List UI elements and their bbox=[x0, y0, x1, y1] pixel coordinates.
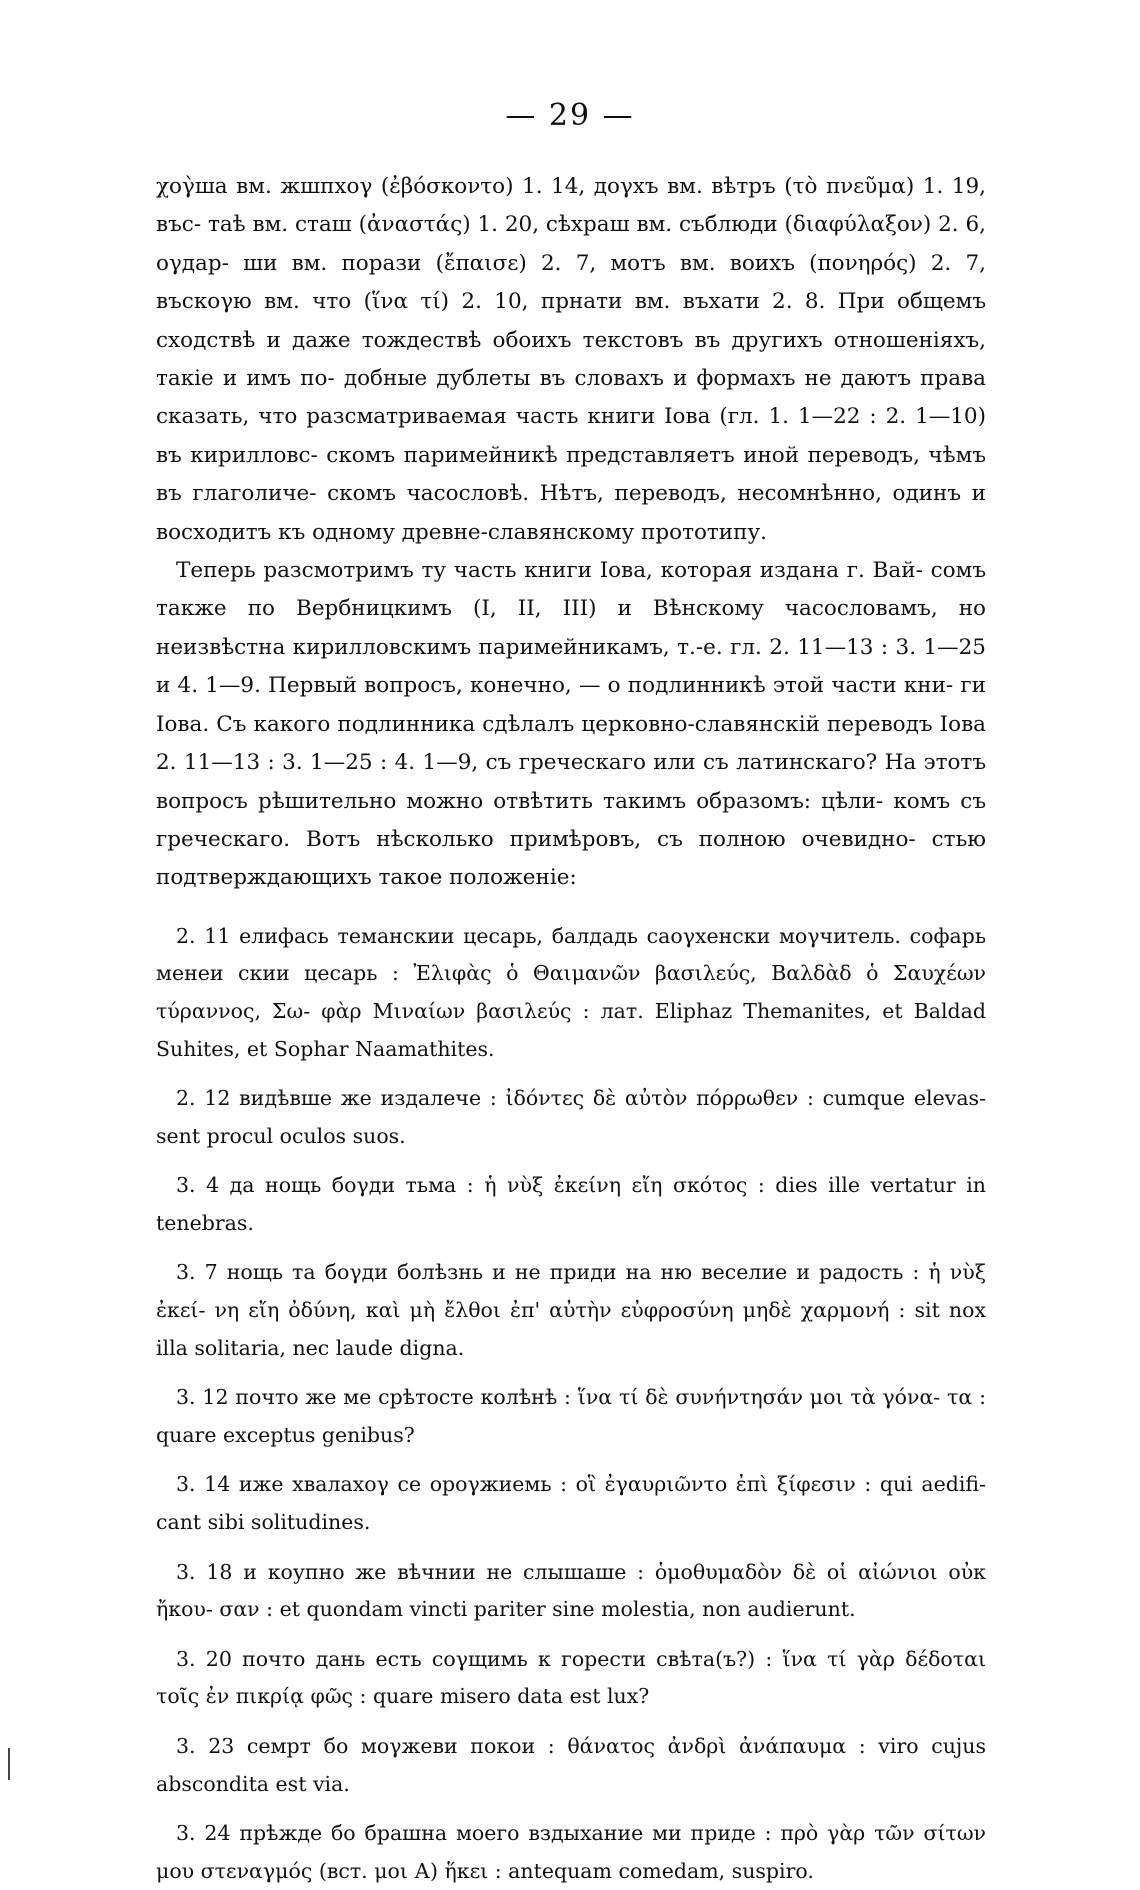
example-3-18: 3. 18 и коупно же вѣчнии не слышаше : ὁμοθυμαδὸν δὲ οἱ αἰώνιοι οὐκ ἤκου- σαν : et quondam vincti pariter sine molestia, non audierunt. bbox=[156, 1559, 986, 1622]
example-3-14: 3. 14 иже хвалахоγ се ороγжиемь : οἳ ἐγαυριῶντο ἐπὶ ξίφεσιν : qui aedifi- cant sibi solitudines. bbox=[156, 1472, 986, 1535]
paragraph-2: Теперь разсмотримъ ту часть книги Іова, которая издана г. Вай- сомъ также по Вербницкимъ (I, II, III) и Вѣнскому часословамъ, но неизвѣстна кирилловскимъ паримейникамъ, т.-е. гл. 2. 11—13 : 3. 1—25 и 4. 1—9. Первый вопросъ, конечно, — о подлинникѣ этой части кни- ги Іова. Съ какого подлинника сдѣлалъ церковно-славянскій переводъ Іова 2. 11—13 : 3. 1—25 : 4. 1—9, съ греческаго или съ латинскаго? На этотъ вопросъ рѣшительно можно отвѣтить такимъ образомъ: цѣли- комъ съ греческаго. Вотъ нѣсколько примѣровъ, съ полною очевидно- стью подтверждающихъ такое положеніе: bbox=[156, 558, 986, 891]
example-3-20: 3. 20 почто дань есть соγщимь к горести свѣта(ъ?) : ἵνα τί γὰρ δέδοται τοῖς ἐν πικρίᾳ φῶς : quare misero data est lux? bbox=[156, 1646, 986, 1709]
example-3-4: 3. 4 да нощь боγди тьма : ἡ νὺξ ἐκείνη εἴη σκότος : dies ille vertatur in tenebras. bbox=[156, 1173, 986, 1235]
page-number: — 29 — bbox=[505, 98, 635, 133]
page-text bbox=[156, 168, 986, 1890]
example-2-12: 2. 12 видѣвше же издалече : ἰδόντες δὲ αὐτὸν πόρρωθεν : cumque elevas- sent procul oculos suos. bbox=[156, 1086, 986, 1148]
margin-mark bbox=[8, 1748, 10, 1780]
example-3-12: 3. 12 почто же ме срѣтосте колѣнѣ : ἵνα τί δὲ συνήντησάν μοι τὰ γόνα- τα : quare exceptus genibus? bbox=[156, 1385, 986, 1447]
example-3-24: 3. 24 прѣжде бо брашна моего вздыхание ми приде : πρὸ γὰρ τῶν σίτων μου στεναγμός (вст. μοι А) ἥκει : antequam comedam, suspiro. bbox=[156, 1821, 986, 1883]
example-3-7: 3. 7 нощь та боγди болѣзнь и не приди на ню веселие и радость : ἡ νὺξ ἐκεί- νη εἴη ὀδύνη, καὶ μὴ ἔλθοι ἐπ' αὐτὴν εὐφροσύνη μηδὲ χαρμονή : sit nox illa solitaria, nec laude digna. bbox=[156, 1260, 986, 1360]
paragraph-1: χογ̀ша вм. жшпхоγ (ἐβόσκοντο) 1. 14, доγхъ вм. вѣтръ (τὸ πνεῦμα) 1. 19, въс- таѣ вм. сташ (ἀναστάς) 1. 20, сѣхраш вм. съблюди (διαφύλαξον) 2. 6, оγдар- ши вм. порази (ἔπαισε) 2. 7, мотъ вм. воихъ (πονηρός) 2. 7, въскоγю вм. что (ἵνα τί) 2. 10, прнати вм. въхати 2. 8. При общемъ сходствѣ и даже тождествѣ обоихъ текстовъ въ другихъ отношеніяхъ, такіе и имъ по- добные дублеты въ словахъ и формахъ не даютъ права сказать, что разсматриваемая часть книги Іова (гл. 1. 1—22 : 2. 1—10) въ кирилловс- скомъ паримейникѣ представляетъ иной переводъ, чѣмъ въ глаголиче- скомъ часословѣ. Нѣтъ, переводъ, несомнѣнно, одинъ и восходитъ къ одному древне-славянскому прототипу. bbox=[156, 174, 986, 545]
example-3-23: 3. 23 семрт бо моγжеви покои : θάνατος ἀνδρὶ ἀνάπαυμα : viro cujus absconditа est via. bbox=[156, 1734, 986, 1796]
example-2-11: 2. 11 елифась теманскии цесарь, балдадь саоγхенски моγчитель. софарь менеи скии цесарь : Ἐλιφὰς ὁ Θαιμανῶν βασιλεύς, Βαλδὰδ ὁ Σαυχέων τύραννος, Σω- φὰρ Μιναίων βασιλεύς : лат. Eliphaz Themanites, et Baldad Suhites, et Sophar Naamathites. bbox=[156, 923, 986, 1061]
